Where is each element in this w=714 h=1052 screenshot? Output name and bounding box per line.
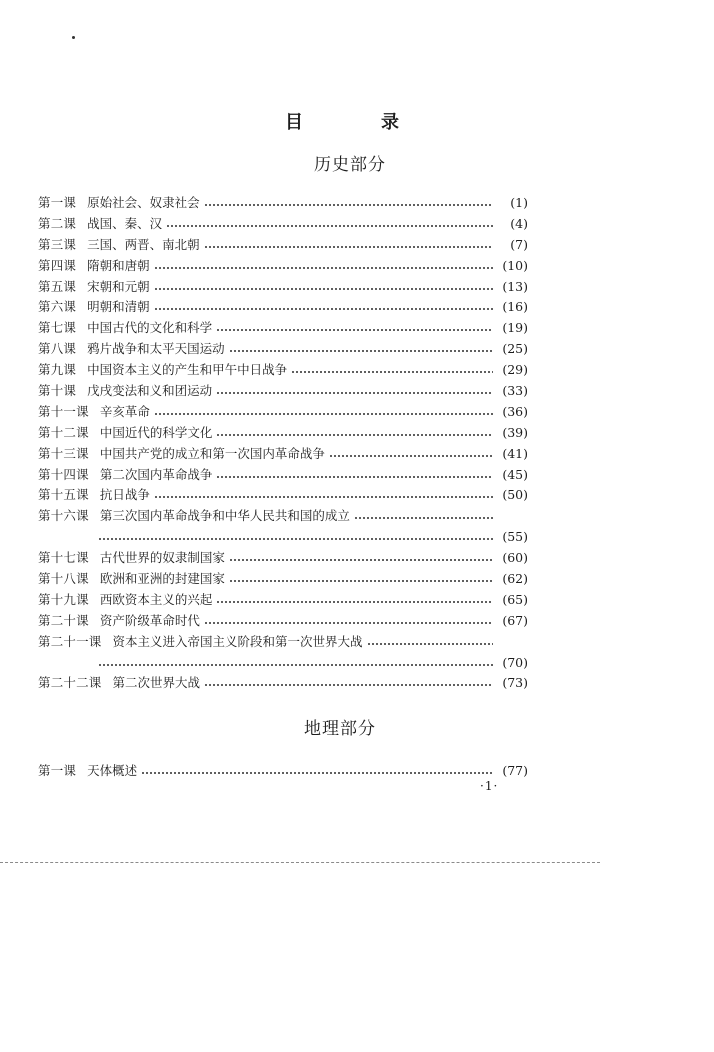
dot-leader bbox=[229, 550, 493, 564]
page-number: ·1· bbox=[480, 779, 499, 793]
lesson-number: 第十五课 bbox=[38, 487, 89, 503]
page-ref: (1) bbox=[510, 195, 528, 210]
lesson-topic: 资本主义进入帝国主义阶段和第一次世界大战 bbox=[112, 633, 363, 649]
toc-entry[interactable] bbox=[38, 193, 528, 214]
lesson-number: 第十六课 bbox=[38, 508, 89, 524]
lesson-number: 第十三课 bbox=[38, 445, 89, 461]
lesson-number: 第十八课 bbox=[38, 571, 89, 587]
lesson-topic: 天体概述 bbox=[87, 763, 138, 778]
page-ref: (7) bbox=[510, 236, 528, 252]
lesson-topic: 宋朝和元朝 bbox=[87, 278, 150, 294]
page-ref: (33) bbox=[502, 383, 528, 399]
toc-entry-continuation[interactable] bbox=[38, 653, 528, 674]
lesson-topic: 第二次国内革命战争 bbox=[99, 466, 213, 482]
dot-leader bbox=[329, 446, 493, 460]
lesson-topic: 中国古代的文化和科学 bbox=[87, 320, 213, 336]
dot-leader bbox=[216, 320, 493, 334]
lesson-number: 第一课 bbox=[38, 763, 77, 778]
lesson-topic: 古代世界的奴隶制国家 bbox=[99, 550, 225, 566]
toc-entry[interactable] bbox=[38, 339, 528, 360]
toc-entry[interactable] bbox=[38, 611, 528, 632]
lesson-topic: 抗日战争 bbox=[99, 487, 150, 503]
page-title: 目 录 bbox=[285, 112, 429, 133]
lesson-number: 第二课 bbox=[38, 215, 77, 231]
dot-leader bbox=[216, 425, 493, 439]
toc-entry[interactable] bbox=[38, 235, 528, 256]
lesson-topic: 隋朝和唐朝 bbox=[87, 257, 150, 273]
page-ref: (60) bbox=[502, 550, 528, 566]
page-ref: (50) bbox=[502, 487, 528, 503]
lesson-number: 第十二课 bbox=[38, 424, 89, 440]
lesson-topic: 资产阶级革命时代 bbox=[99, 612, 200, 628]
toc-entry[interactable] bbox=[38, 548, 528, 569]
toc-entry[interactable] bbox=[38, 318, 528, 339]
lesson-number: 第五课 bbox=[38, 278, 77, 294]
dot-leader bbox=[229, 571, 493, 585]
page-ref: (19) bbox=[502, 320, 528, 336]
dot-leader bbox=[354, 508, 493, 522]
page-ref: (73) bbox=[502, 675, 528, 691]
dot-leader bbox=[154, 487, 493, 501]
page-ref: (55) bbox=[502, 529, 528, 545]
page-ref: (4) bbox=[510, 215, 528, 231]
toc-entry[interactable] bbox=[38, 465, 528, 486]
toc-entry[interactable] bbox=[38, 381, 528, 402]
page-ref: (41) bbox=[502, 445, 528, 461]
toc-entry[interactable] bbox=[38, 360, 528, 381]
page-ref: (39) bbox=[502, 424, 528, 440]
dot-leader bbox=[204, 195, 493, 209]
lesson-topic: 欧洲和亚洲的封建国家 bbox=[99, 571, 225, 587]
dot-leader bbox=[229, 341, 493, 355]
lesson-number: 第十七课 bbox=[38, 550, 89, 566]
page-ref: (10) bbox=[502, 257, 528, 273]
lesson-number: 第十四课 bbox=[38, 466, 89, 482]
toc-entry[interactable] bbox=[38, 214, 528, 235]
dot-leader bbox=[154, 404, 493, 418]
geography-toc bbox=[38, 761, 528, 782]
lesson-topic: 战国、秦、汉 bbox=[87, 215, 163, 231]
lesson-topic: 第二次世界大战 bbox=[112, 675, 201, 691]
lesson-topic: 中国近代的科学文化 bbox=[99, 424, 213, 440]
toc-entry[interactable] bbox=[38, 761, 528, 782]
toc-entry[interactable] bbox=[38, 277, 528, 298]
lesson-topic: 三国、两晋、南北朝 bbox=[87, 236, 200, 252]
dot-leader bbox=[98, 655, 493, 669]
toc-entry[interactable] bbox=[38, 506, 528, 527]
lesson-topic: 鸦片战争和太平天国运动 bbox=[87, 341, 225, 357]
history-heading: 历史部分 bbox=[314, 155, 386, 175]
geography-heading: 地理部分 bbox=[304, 719, 376, 739]
toc-entry[interactable] bbox=[38, 423, 528, 444]
dot-leader bbox=[141, 763, 493, 777]
history-toc bbox=[38, 193, 528, 694]
toc-entry[interactable] bbox=[38, 632, 528, 653]
dot-leader bbox=[204, 613, 493, 627]
dot-leader bbox=[216, 383, 493, 397]
page-ref: (29) bbox=[502, 362, 528, 378]
lesson-topic: 明朝和清朝 bbox=[87, 299, 150, 315]
toc-entry[interactable] bbox=[38, 256, 528, 277]
lesson-number: 第六课 bbox=[38, 299, 77, 315]
lesson-number: 第二十一课 bbox=[38, 633, 102, 649]
dot-leader bbox=[216, 467, 493, 481]
toc-entry[interactable] bbox=[38, 444, 528, 465]
lesson-topic: 中国资本主义的产生和甲午中日战争 bbox=[87, 362, 288, 378]
toc-entry[interactable] bbox=[38, 297, 528, 318]
dot-leader bbox=[98, 529, 493, 543]
toc-entry[interactable] bbox=[38, 590, 528, 611]
page-ref: (67) bbox=[502, 612, 528, 628]
page-ref: (62) bbox=[502, 571, 528, 587]
page-ref: (70) bbox=[502, 654, 528, 670]
page-ref: (13) bbox=[502, 278, 528, 294]
scan-speck bbox=[72, 36, 75, 39]
page-ref: (77) bbox=[502, 763, 528, 778]
toc-entry[interactable] bbox=[38, 402, 528, 423]
lesson-number: 第一课 bbox=[38, 195, 77, 210]
lesson-topic: 戊戌变法和义和团运动 bbox=[87, 383, 213, 399]
lesson-number: 第二十二课 bbox=[38, 675, 102, 691]
lesson-number: 第九课 bbox=[38, 362, 77, 378]
lesson-number: 第八课 bbox=[38, 341, 77, 357]
lesson-number: 第七课 bbox=[38, 320, 77, 336]
dot-leader bbox=[291, 362, 493, 376]
toc-entry[interactable] bbox=[38, 673, 528, 694]
toc-entry[interactable] bbox=[38, 485, 528, 506]
page-ref: (65) bbox=[502, 591, 528, 607]
dot-leader bbox=[154, 279, 493, 293]
lesson-number: 第四课 bbox=[38, 257, 77, 273]
lesson-topic: 中国共产党的成立和第一次国内革命战争 bbox=[99, 445, 325, 461]
page-ref: (25) bbox=[502, 341, 528, 357]
toc-entry-continuation[interactable] bbox=[38, 527, 528, 548]
dot-leader bbox=[216, 592, 493, 606]
dot-leader bbox=[154, 258, 493, 272]
lesson-topic: 西欧资本主义的兴起 bbox=[99, 591, 213, 607]
scan-edge-line bbox=[0, 862, 600, 863]
dot-leader bbox=[154, 299, 493, 313]
page-ref: (36) bbox=[502, 403, 528, 419]
dot-leader bbox=[166, 216, 493, 230]
lesson-number: 第三课 bbox=[38, 236, 77, 252]
page-ref: (45) bbox=[502, 466, 528, 482]
lesson-number: 第十九课 bbox=[38, 591, 89, 607]
lesson-topic: 辛亥革命 bbox=[99, 403, 150, 419]
lesson-number: 第十课 bbox=[38, 383, 77, 399]
lesson-number: 第十一课 bbox=[38, 403, 89, 419]
dot-leader bbox=[204, 675, 493, 689]
lesson-number: 第二十课 bbox=[38, 612, 89, 628]
lesson-topic: 原始社会、奴隶社会 bbox=[87, 195, 200, 210]
toc-entry[interactable] bbox=[38, 569, 528, 590]
dot-leader bbox=[367, 634, 493, 648]
lesson-topic: 第三次国内革命战争和中华人民共和国的成立 bbox=[99, 508, 350, 524]
dot-leader bbox=[204, 237, 493, 251]
page-ref: (16) bbox=[502, 299, 528, 315]
